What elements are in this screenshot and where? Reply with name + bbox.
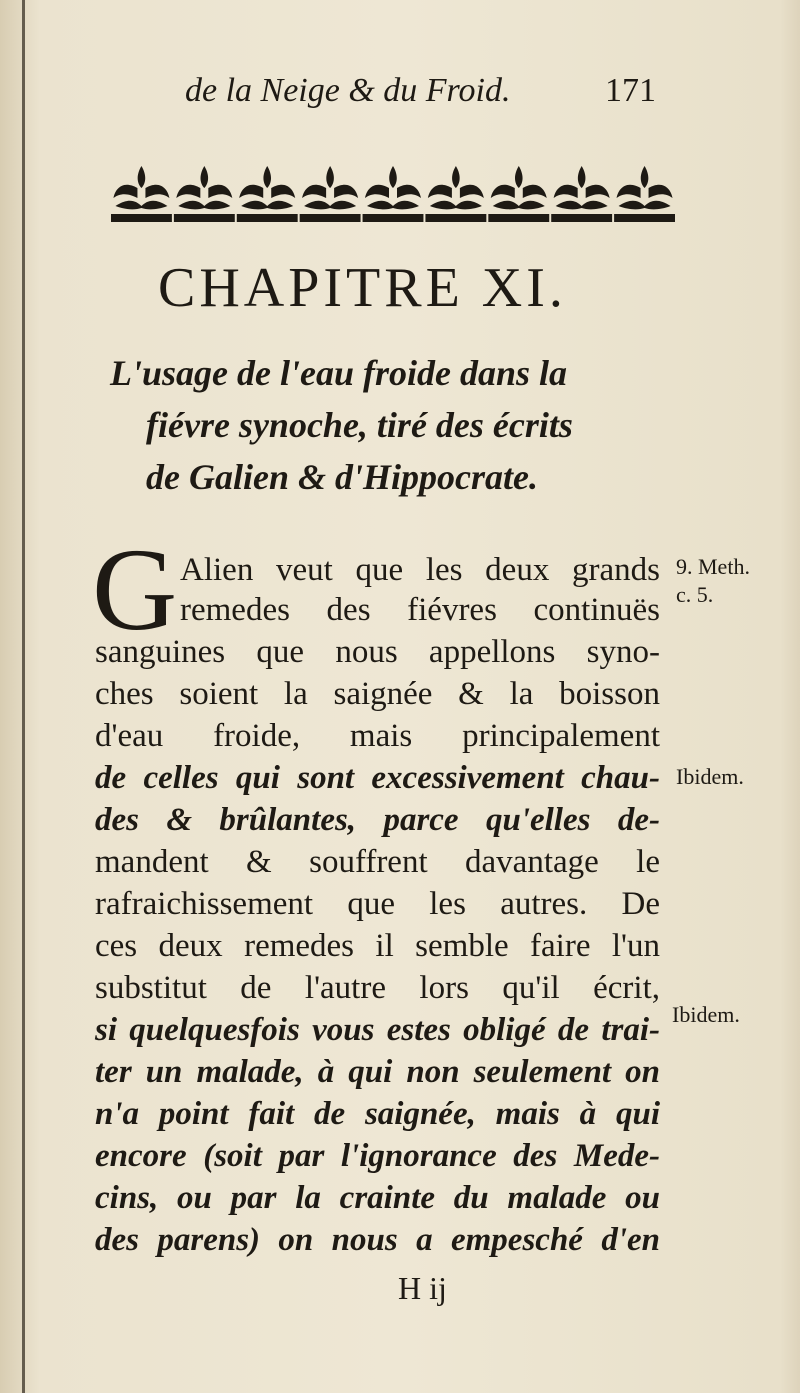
margin-note-meth: 9. Meth.: [676, 554, 750, 579]
body-line-4: ches soient la saignée & la boisson: [95, 676, 660, 712]
running-title: de la Neige & du Froid.: [185, 72, 511, 109]
fleuron-icon: [425, 166, 486, 222]
fleuron-icon: [111, 166, 172, 222]
body-line-6: de celles qui sont excessivement chau-: [95, 760, 660, 796]
body-line-5: d'eau froide, mais principalement: [95, 718, 660, 754]
fleuron-icon: [488, 166, 549, 222]
fleuron-icon: [363, 166, 424, 222]
body-line-2: remedes des fiévres continuës: [180, 592, 660, 628]
body-line-16: cins, ou par la crainte du malade ou: [95, 1180, 660, 1216]
body-line-13: ter un malade, à qui non seulement on: [95, 1054, 660, 1090]
subtitle-line-2: fiévre synoche, tiré des écrits: [146, 405, 573, 445]
body-line-3: sanguines que nous appellons syno-: [95, 634, 660, 670]
fleuron-icon: [300, 166, 361, 222]
signature-mark: H ij: [398, 1270, 447, 1306]
subtitle-line-1: L'usage de l'eau froide dans la: [110, 353, 567, 393]
subtitle-line-3: de Galien & d'Hippocrate.: [146, 457, 538, 497]
fleuron-icon: [614, 166, 675, 222]
margin-note-ibidem-1: Ibidem.: [676, 764, 744, 789]
drop-cap: G: [92, 524, 178, 655]
margin-note-ibidem-2: Ibidem.: [672, 1002, 740, 1027]
page-gutter: [22, 0, 25, 1393]
running-header: [185, 72, 665, 112]
fleuron-icon: [174, 166, 235, 222]
ornament-band-icon: [110, 162, 676, 226]
body-line-7: des & brûlantes, parce qu'elles de-: [95, 802, 660, 838]
body-line-9: rafraichissement que les autres. De: [95, 886, 660, 922]
chapter-heading: CHAPITRE XI.: [158, 257, 567, 319]
body-line-10: ces deux remedes il semble faire l'un: [95, 928, 660, 964]
body-line-8: mandent & souffrent davantage le: [95, 844, 660, 880]
fleuron-icon: [551, 166, 612, 222]
margin-note-chapter: c. 5.: [676, 582, 714, 607]
fleuron-icon: [237, 166, 298, 222]
body-line-15: encore (soit par l'ignorance des Mede-: [95, 1138, 660, 1174]
page-number: 171: [605, 72, 656, 109]
body-line-11: substitut de l'autre lors qu'il écrit,: [95, 970, 660, 1006]
body-line-14: n'a point fait de saignée, mais à qui: [95, 1096, 660, 1132]
body-line-12: si quelquesfois vous estes obligé de trai-: [95, 1012, 660, 1048]
body-line-17: des parens) on nous a empesché d'en: [95, 1222, 660, 1258]
body-line-1: Alien veut que les deux grands: [180, 552, 660, 588]
